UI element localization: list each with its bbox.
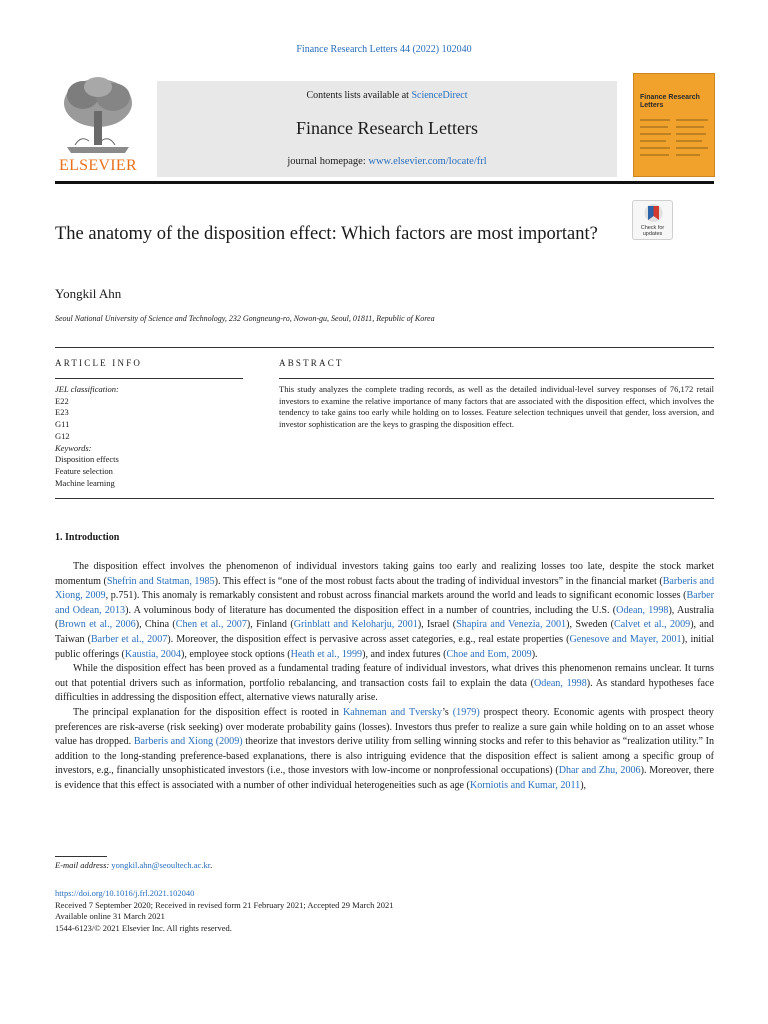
- body-text-run: The principal explanation for the disposition effect is rooted in: [73, 706, 343, 718]
- body-text-run: ), employee stock options (: [180, 648, 291, 660]
- sciencedirect-link[interactable]: ScienceDirect: [411, 90, 468, 101]
- body-text-run: ). A voluminous body of literature has documented the disposition effect in a number of countries, including the U.S. (: [125, 604, 617, 616]
- cover-text-lines: [640, 116, 710, 166]
- homepage-prefix: journal homepage:: [287, 156, 369, 167]
- body-text-run: ), Israel (: [417, 619, 457, 631]
- keyword[interactable]: Disposition effects: [55, 454, 119, 465]
- citation-link[interactable]: Barberis and Xiong (2009): [133, 736, 243, 748]
- keywords-label: Keywords:: [55, 442, 92, 453]
- publisher-name: ELSEVIER: [59, 157, 137, 174]
- tree-icon: [55, 73, 141, 155]
- article-info-block: [55, 384, 245, 489]
- contents-prefix: Contents lists available at: [306, 90, 412, 101]
- jel-code: G11: [55, 419, 70, 430]
- abstract-rule: [279, 378, 714, 379]
- article-title: The anatomy of the disposition effect: Which factors are most important?: [55, 224, 598, 244]
- body-text-run: ), Australia (: [55, 604, 714, 631]
- citation-link[interactable]: Shapira and Venezia, 2001: [456, 619, 567, 631]
- keyword[interactable]: Feature selection: [55, 465, 113, 476]
- jel-code: E22: [55, 395, 69, 406]
- check-for-updates-button[interactable]: [632, 200, 673, 240]
- body-text-run: ), Finland (: [246, 619, 294, 631]
- keyword[interactable]: Machine learning: [55, 477, 115, 488]
- citation-link[interactable]: Odean, 1998: [534, 677, 587, 689]
- citation-link[interactable]: Dhar and Zhu, 2006: [558, 765, 641, 777]
- citation-link[interactable]: Barberis and Xiong, 2009: [55, 575, 715, 602]
- body-text-run: ), and index futures (: [362, 648, 447, 660]
- doi-link[interactable]: https://doi.org/10.1016/j.frl.2021.102040: [55, 888, 195, 898]
- body-text-run: , p.751). This anomaly is remarkably consistent and robust across financial markets around the world and leads to significant economic losses (: [105, 590, 687, 602]
- citation-link[interactable]: Kaustia, 2004: [124, 648, 181, 660]
- body-text-run: ), and Taiwan (: [55, 619, 714, 645]
- intro-paragraph-2: [55, 662, 714, 706]
- author-affiliation: Seoul National University of Science and Technology, 232 Gongneung-ro, Nowon-gu, Seoul, 01811, Republic of Korea: [55, 314, 435, 323]
- bookmark-badge-icon: [633, 201, 674, 225]
- article-info-heading: ARTICLE INFO: [55, 358, 143, 368]
- citation-link[interactable]: Grinblatt and Keloharju, 2001: [293, 619, 418, 631]
- author-email-link[interactable]: yongkil.ahn@seoultech.ac.kr: [111, 860, 211, 870]
- citation-link[interactable]: Brown et al., 2006: [58, 619, 136, 631]
- jel-label: JEL classification:: [55, 384, 119, 394]
- footnote-email: [55, 860, 212, 870]
- copyright-line: 1544-6123/© 2021 Elsevier Inc. All rights reserved.: [55, 923, 232, 934]
- article-info-rule: [55, 378, 243, 379]
- footnote-rule: [55, 856, 107, 857]
- body-text-run: ), initial public offerings (: [55, 633, 715, 660]
- body-text-run: prospect theory. Economic agents with prospect theory preferences are risk-averse (risk seeking) over moderate probability gains (losses). Investors thus prefer to realize a sure gain while holding on to an asset whose value has dropped.: [55, 706, 714, 748]
- contents-box: [157, 81, 617, 177]
- header-divider: [55, 347, 714, 348]
- body-text-run: theorize that investors derive utility from selling winning stocks and refer to this behavior as “realization utility.” In addition to the long-standing preference-based explanations, there is also intriguing evidence that the disposition effect is salient among a specific group of investors, e.g., financially unsophisticated investors (i.e., those investors with low-income or nonprofessional occupations) (: [55, 736, 715, 777]
- citation-link[interactable]: Odean, 1998: [616, 604, 669, 616]
- citation-link[interactable]: Barber and Odean, 2013: [55, 590, 714, 616]
- jel-code: G12: [55, 430, 70, 441]
- jel-code: E23: [55, 407, 69, 418]
- body-text-run: ). Moreover, there is evidence that this effect is associated with a number of other individual heterogeneities such as age (: [55, 765, 714, 791]
- body-text-run: ). Moreover, the disposition effect is pervasive across asset categories, e.g., real estate properties (: [167, 633, 570, 645]
- publication-info: [55, 888, 394, 935]
- intro-paragraph-1: [55, 560, 714, 662]
- abstract-text: This study analyzes the complete trading records, as well as the detailed individual-level survey responses of 76,172 retail investors to examine the relative importance of many factors that are associated with the disposition effect, which involves the tendency to take gains too early while holding on to losses. Feature selection techniques unveil that gender, loss aversion, and investor sophistication are the keys to grasping the disposition effect.: [279, 384, 714, 429]
- citation-link[interactable]: Heath et al., 1999: [290, 648, 363, 660]
- body-text-run: ). As standard hypotheses face difficulties in addressing the disposition effect, alternative views naturally arise.: [55, 677, 714, 704]
- citation-link[interactable]: Chen et al., 2007: [175, 619, 247, 631]
- body-text-run: ), China (: [135, 619, 176, 631]
- contents-line: [157, 90, 617, 101]
- citation-link[interactable]: Calvet et al., 2009: [614, 619, 691, 631]
- body-text-run: ). This effect is “one of the most robust facts about the trading of individual investors” in the financial market (: [214, 575, 663, 587]
- available-online: Available online 31 March 2021: [55, 911, 165, 922]
- body-text-run: ).: [531, 648, 538, 660]
- citation-link[interactable]: Shefrin and Statman, 1985: [106, 575, 215, 587]
- received-dates: Received 7 September 2020; Received in revised form 21 February 2021; Accepted 29 March 2021: [55, 899, 394, 910]
- body-text-run: While the disposition effect has been proved as a fundamental trading feature of individual investors, what drives this phenomenon remains unclear. It turns out that potential drivers such as information, portfolio rebalancing, and transaction costs fail to explain the data (: [55, 663, 714, 689]
- journal-cover-thumbnail[interactable]: [633, 73, 715, 177]
- citation-link[interactable]: Barber et al., 2007: [90, 633, 168, 645]
- journal-homepage-link[interactable]: www.elsevier.com/locate/frl: [368, 156, 487, 167]
- body-text-run: ’s: [442, 706, 453, 718]
- journal-title: Finance Research Letters: [296, 118, 478, 138]
- introduction-body: [55, 560, 714, 794]
- abstract-heading: ABSTRACT: [279, 358, 344, 368]
- citation-link[interactable]: Genesove and Mayer, 2001: [569, 633, 682, 645]
- email-label: E-mail address:: [55, 860, 110, 870]
- citation-link[interactable]: Choe and Eom, 2009: [446, 648, 532, 660]
- journal-masthead: [55, 73, 714, 181]
- body-text-run: ), Sweden (: [566, 619, 614, 631]
- introduction-heading: 1. Introduction: [55, 532, 120, 543]
- body-text-run: ),: [580, 779, 587, 791]
- front-matter-divider: [55, 498, 714, 499]
- footnote-end: .: [210, 860, 213, 870]
- citation-link[interactable]: Korniotis and Kumar, 2011: [469, 779, 581, 791]
- author-name[interactable]: Yongkil Ahn: [55, 286, 122, 301]
- body-text-run: The disposition effect involves the phenomenon of individual investors taking gains too early and realizing losses too late, despite the stock market momentum (: [55, 561, 714, 587]
- intro-paragraph-3: [55, 706, 714, 794]
- citation-link[interactable]: Kahneman and Tversky: [342, 706, 443, 718]
- homepage-line: [157, 156, 617, 167]
- citation-link[interactable]: (1979): [452, 706, 480, 718]
- masthead-rule: [55, 181, 714, 184]
- cover-title: Finance Research Letters: [640, 94, 700, 109]
- running-head[interactable]: Finance Research Letters 44 (2022) 102040: [296, 44, 472, 55]
- check-updates-label: Check for updates: [640, 225, 665, 237]
